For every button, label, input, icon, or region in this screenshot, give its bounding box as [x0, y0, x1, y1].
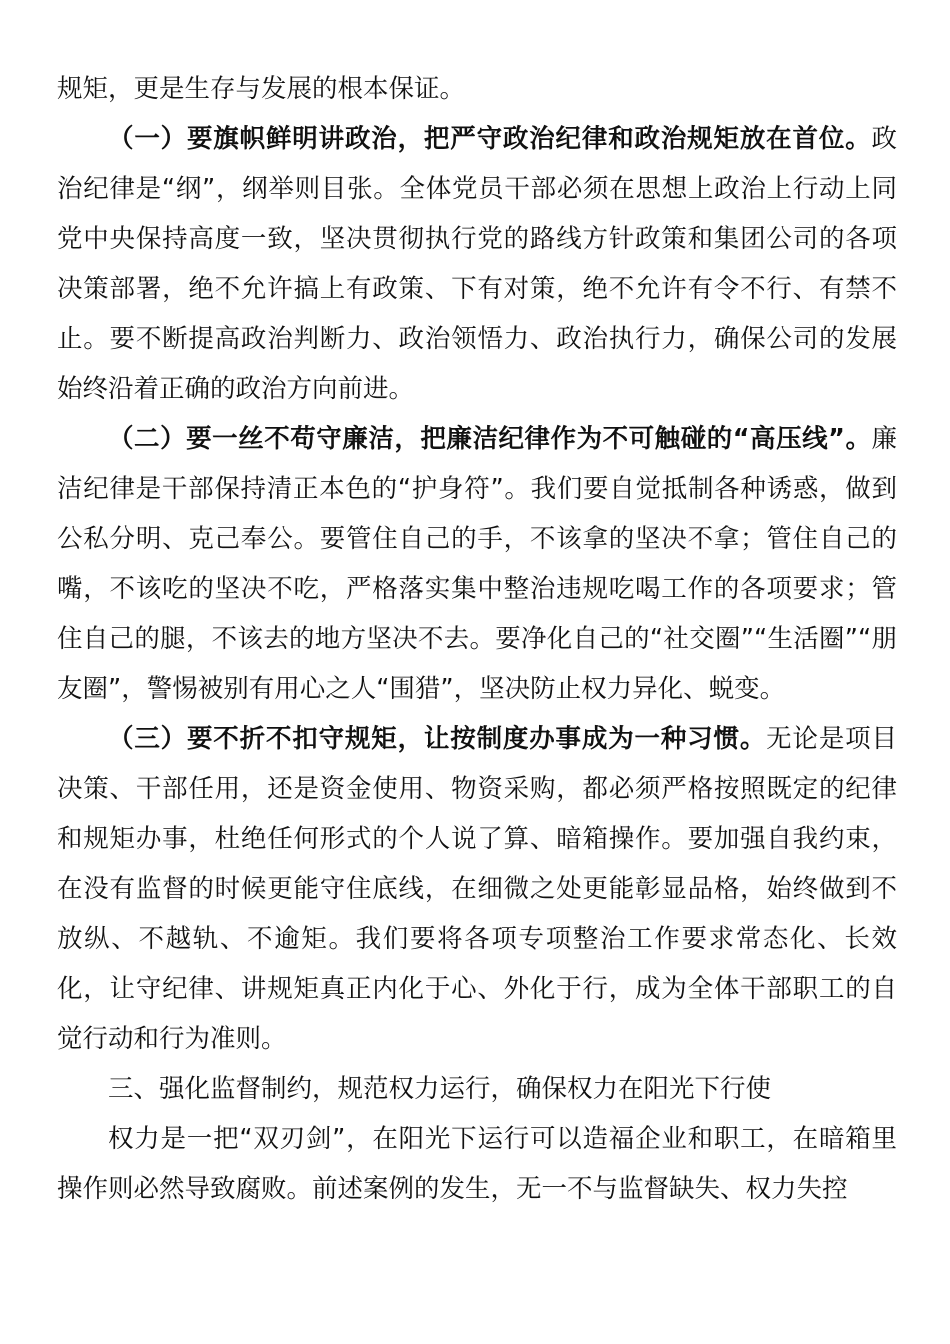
- paragraph-continuation: [57, 64, 897, 114]
- paragraph-lead-heading: （三）要不折不扣守规矩，让按制度办事成为一种习惯。: [108, 724, 767, 754]
- section-heading-text: 三、强化监督制约，规范权力运行，确保权力在阳光下行使: [108, 1074, 772, 1104]
- paragraph-lead-heading: （二）要一丝不苟守廉洁，把廉洁纪律作为不可触碰的“高压线”。: [108, 424, 872, 454]
- paragraph-text: 无论是项目决策、干部任用，还是资金使用、物资采购，都必须严格按照既定的纪律和规矩办事，杜绝任何形式的个人说了算、暗箱操作。要加强自我约束，在没有监督的时候更能守住底线，在细微之处更能彰显品格，始终做到不放纵、不越轨、不逾矩。我们要将各项专项整治工作要求常态化、长效化，让守纪律、讲规矩真正内化于心、外化于行，成为全体干部职工的自觉行动和行为准则。: [57, 724, 897, 1054]
- paragraph-text: 廉洁纪律是干部保持清正本色的“护身符”。我们要自觉抵制各种诱惑，做到公私分明、克己奉公。要管住自己的手，不该拿的坚决不拿；管住自己的嘴，不该吃的坚决不吃，严格落实集中整治违规吃喝工作的各项要求；管住自己的腿，不该去的地方坚决不去。要净化自己的“社交圈”“生活圈”“朋友圈”，警惕被别有用心之人“围猎”，坚决防止权力异化、蜕变。: [57, 424, 897, 704]
- paragraph-text: 权力是一把“双刃剑”，在阳光下运行可以造福企业和职工，在暗箱里操作则必然导致腐败。前述案例的发生，无一不与监督缺失、权力失控: [57, 1124, 897, 1204]
- paragraph-rules-discipline: [57, 714, 897, 1064]
- paragraph-integrity-discipline: [57, 414, 897, 714]
- paragraph-power-oversight: [57, 1114, 897, 1214]
- paragraph-text: 政治纪律是“纲”，纲举则目张。全体党员干部必须在思想上政治上行动上同党中央保持高度一致，坚决贯彻执行党的路线方针政策和集团公司的各项决策部署，绝不允许搞上有政策、下有对策，绝不允许有令不行、有禁不止。要不断提高政治判断力、政治领悟力、政治执行力，确保公司的发展始终沿着正确的政治方向前进。: [57, 124, 897, 404]
- paragraph-text: 规矩，更是生存与发展的根本保证。: [57, 74, 466, 104]
- document-body: [57, 64, 897, 1214]
- paragraph-lead-heading: （一）要旗帜鲜明讲政治，把严守政治纪律和政治规矩放在首位。: [108, 124, 872, 154]
- paragraph-political-discipline: [57, 114, 897, 414]
- section-heading-three: [57, 1064, 897, 1114]
